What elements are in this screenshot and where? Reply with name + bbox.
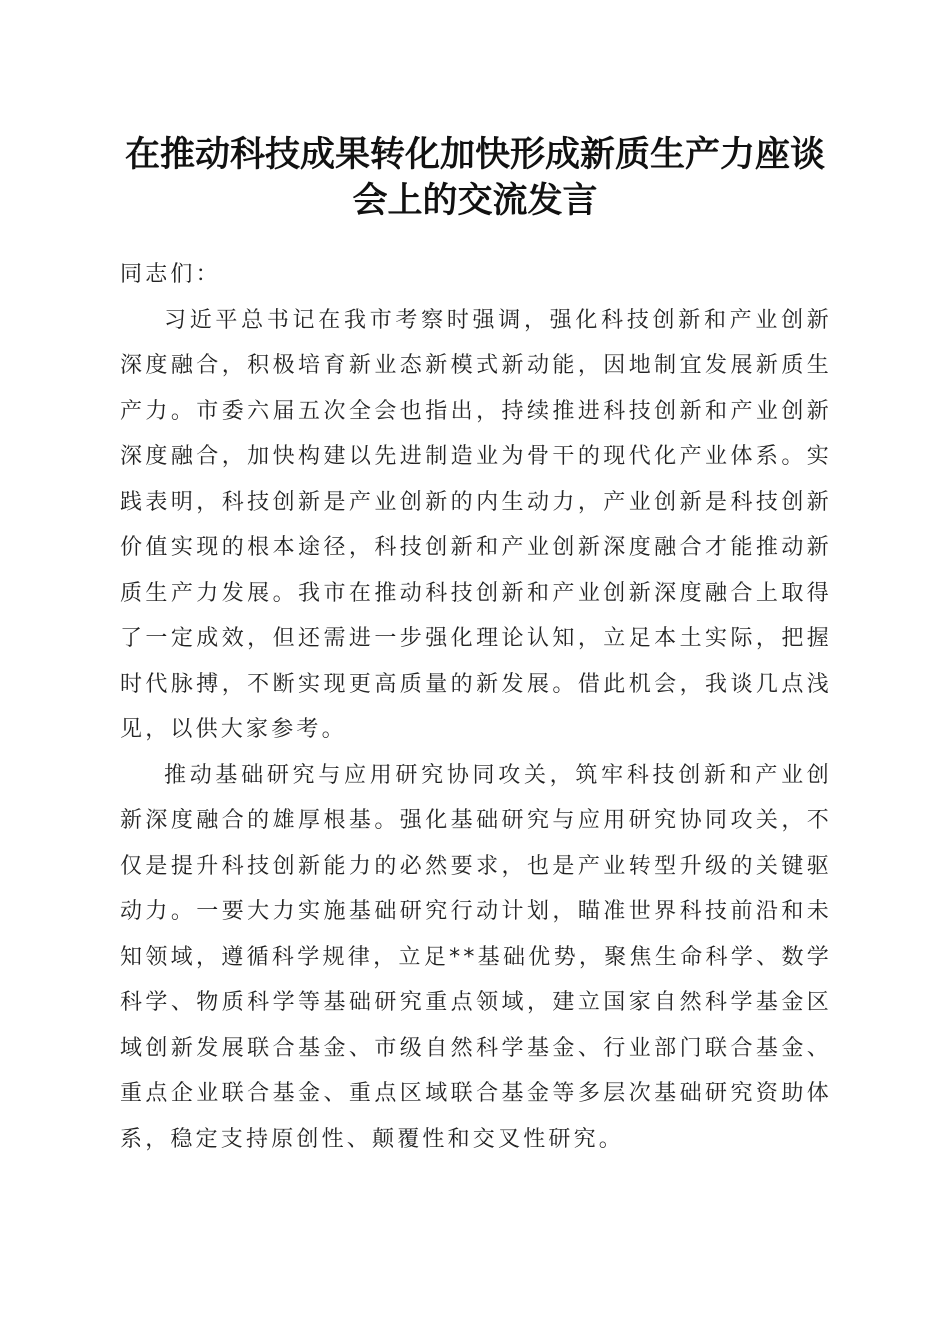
- document-title: [100, 132, 850, 224]
- title-line-2: 会上的交流发言: [352, 180, 598, 221]
- paragraph-basic-research: 推动基础研究与应用研究协同攻关，筑牢科技创新和产业创新深度融合的雄厚根基。强化基础研究与应用研究协同攻关，不仅是提升科技创新能力的必然要求，也是产业转型升级的关键驱动力。一要大力实施基础研究行动计划，瞄准世界科技前沿和未知领域，遵循科学规律，立足**基础优势，聚焦生命科学、数学科学、物质科学等基础研究重点领域，建立国家自然科学基金区域创新发展联合基金、市级自然科学基金、行业部门联合基金、重点企业联合基金、重点区域联合基金等多层次基础研究资助体系，稳定支持原创性、颠覆性和交叉性研究。: [120, 762, 832, 1152]
- salutation: 同志们：: [120, 262, 221, 287]
- title-line-1: 在推动科技成果转化加快形成新质生产力座谈: [124, 134, 825, 175]
- paragraph-intro: 习近平总书记在我市考察时强调，强化科技创新和产业创新深度融合，积极培育新业态新模式新动能，因地制宜发展新质生产力。市委六届五次全会也指出，持续推进科技创新和产业创新深度融合，加快构建以先进制造业为骨干的现代化产业体系。实践表明，科技创新是产业创新的内生动力，产业创新是科技创新价值实现的根本途径，科技创新和产业创新深度融合才能推动新质生产力发展。我市在推动科技创新和产业创新深度融合上取得了一定成效，但还需进一步强化理论认知，立足本土实际，把握时代脉搏，不断实现更高质量的新发展。借此机会，我谈几点浅见，以供大家参考。: [120, 307, 832, 742]
- document-body: [120, 252, 832, 1162]
